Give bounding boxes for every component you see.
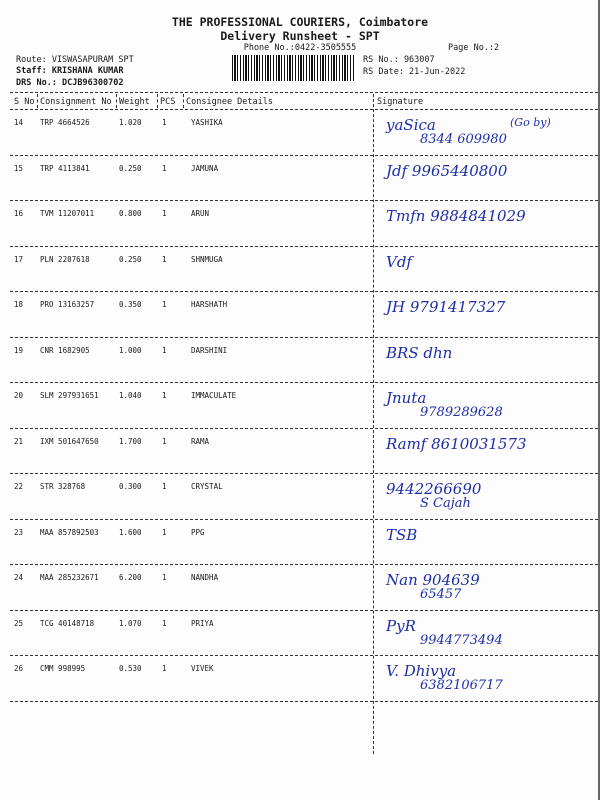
col-consignee: Consignee Details — [186, 97, 273, 107]
row-signature: yaSica — [386, 116, 436, 134]
row-sno: 14 — [14, 118, 24, 127]
drs-number: DRS No.: DCJB96300702 — [16, 78, 124, 88]
row-signature-phone: 9944773494 — [420, 632, 503, 648]
row-pcs: 1 — [162, 209, 167, 218]
col-divider — [157, 94, 158, 108]
row-pcs: 1 — [162, 163, 167, 173]
row-consignee: VIVEK — [191, 664, 214, 673]
row-consignee: IMMACULATE — [191, 391, 237, 400]
row-consignment: STR 328768 — [40, 482, 86, 491]
page-number: Page No.:2 — [448, 43, 500, 53]
row-signature: JH 9791417327 — [386, 298, 506, 316]
row-consignee: PPG — [191, 527, 205, 537]
row-weight: 0.300 — [119, 482, 142, 491]
row-pcs: 1 — [162, 300, 167, 309]
row-signature: V. Dhivya — [386, 662, 457, 680]
row-sno: 16 — [14, 209, 24, 218]
row-signature: Vdf — [386, 252, 412, 271]
row-signature-phone: 65457 — [420, 587, 462, 602]
row-weight: 1.700 — [119, 436, 142, 446]
row-pcs: 1 — [162, 618, 167, 628]
row-pcs: 1 — [162, 436, 167, 446]
row-signature: Tmfn 9884841029 — [386, 207, 526, 225]
rs-date: RS Date: 21-Jun-2022 — [363, 67, 466, 77]
row-sno: 24 — [14, 573, 24, 582]
row-sno: 21 — [14, 436, 24, 446]
col-signature: Signature — [377, 97, 424, 107]
col-sno: S No — [14, 97, 35, 107]
row-signature-phone: 6382106717 — [420, 678, 503, 693]
row-divider — [10, 655, 598, 656]
row-signature: Nan 904639 — [386, 571, 480, 589]
row-pcs: 1 — [162, 664, 167, 673]
row-consignee: DARSHINI — [191, 345, 228, 355]
row-consignee: CRYSTAL — [191, 482, 223, 491]
col-pcs: PCS — [160, 97, 176, 107]
row-signature: 9442266690 — [386, 480, 482, 498]
row-sno: 26 — [14, 664, 24, 673]
row-consignment: TVM 11207011 — [40, 209, 95, 218]
row-sno: 19 — [14, 345, 24, 355]
col-divider — [37, 94, 38, 108]
row-consignment: SLM 297931651 — [40, 391, 99, 400]
runsheet-title: Delivery Runsheet - SPT — [220, 29, 380, 43]
row-weight: 1.600 — [119, 527, 142, 537]
row-divider — [10, 564, 598, 565]
row-pcs: 1 — [162, 527, 167, 537]
row-weight: 0.250 — [119, 254, 142, 264]
barcode — [232, 55, 354, 81]
row-weight: 1.000 — [119, 345, 142, 355]
header-bottom-rule — [10, 109, 598, 110]
row-consignment: MAA 857892503 — [40, 527, 99, 537]
row-consignment: CNR 1682905 — [40, 345, 90, 355]
row-pcs: 1 — [162, 345, 167, 355]
row-divider — [10, 382, 598, 383]
row-weight: 1.070 — [119, 618, 142, 628]
col-weight: Weight — [119, 97, 150, 107]
row-sno: 23 — [14, 527, 24, 537]
row-consignee: ARUN — [191, 209, 210, 218]
row-consignment: TRP 4113841 — [40, 163, 90, 173]
row-pcs: 1 — [162, 482, 167, 491]
row-consignee: PRIYA — [191, 618, 214, 628]
row-pcs: 1 — [162, 391, 167, 400]
row-consignee: JAMUNA — [191, 163, 219, 173]
row-consignee: SHNMUGA — [191, 254, 223, 264]
row-weight: 0.530 — [119, 664, 142, 673]
row-signature-phone: 9789289628 — [420, 405, 503, 420]
row-sno: 25 — [14, 618, 24, 628]
row-signature-note: (Go by) — [510, 116, 551, 129]
row-weight: 0.350 — [119, 300, 142, 309]
staff-label: Staff: KRISHANA KUMAR — [16, 66, 124, 76]
row-signature: Jdf 9965440800 — [386, 161, 508, 180]
row-divider — [10, 473, 598, 474]
row-pcs: 1 — [162, 254, 167, 264]
row-consignee: HARSHATH — [191, 300, 228, 309]
company-title: THE PROFESSIONAL COURIERS, Coimbatore — [171, 15, 429, 29]
col-divider — [183, 94, 184, 108]
row-signature: Jnuta — [386, 389, 427, 407]
row-signature: PyR — [386, 616, 416, 635]
row-signature-phone: 8344 609980 — [420, 132, 507, 147]
row-sno: 18 — [14, 300, 24, 309]
row-consignment: IXM 501647650 — [40, 436, 99, 446]
row-weight: 0.800 — [119, 209, 142, 218]
row-consignment: TRP 4664526 — [40, 118, 90, 127]
col-consignment: Consignment No — [40, 97, 112, 107]
row-pcs: 1 — [162, 573, 167, 582]
row-signature: BRS dhn — [386, 343, 453, 362]
row-sno: 17 — [14, 254, 24, 264]
row-consignment: TCG 40148718 — [40, 618, 95, 628]
row-consignment: PLN 2207618 — [40, 254, 90, 264]
row-divider — [10, 291, 598, 292]
row-divider — [10, 610, 598, 611]
route-label: Route: VISWASAPURAM SPT — [16, 55, 134, 65]
row-divider — [10, 428, 598, 429]
row-consignee: RAMA — [191, 436, 210, 446]
row-signature: TSB — [386, 525, 418, 544]
row-consignment: MAA 285232671 — [40, 573, 99, 582]
row-weight: 0.250 — [119, 163, 142, 173]
col-divider — [116, 94, 117, 108]
row-sno: 15 — [14, 163, 24, 173]
row-pcs: 1 — [162, 118, 167, 127]
row-sno: 22 — [14, 482, 24, 491]
row-sno: 20 — [14, 391, 24, 400]
row-consignee: NANDHA — [191, 573, 219, 582]
row-weight: 1.020 — [119, 118, 142, 127]
header-top-rule — [10, 92, 598, 93]
row-consignee: YASHIKA — [191, 118, 223, 127]
row-weight: 1.040 — [119, 391, 142, 400]
rs-number: RS No.: 963007 — [363, 55, 435, 65]
row-divider — [10, 155, 598, 156]
row-divider — [10, 519, 598, 520]
row-divider — [10, 246, 598, 247]
row-weight: 6.200 — [119, 573, 142, 582]
row-signature-phone: S Cajah — [420, 496, 471, 511]
row-consignment: CMM 998995 — [40, 664, 86, 673]
row-divider — [10, 200, 598, 201]
row-signature: Ramf 8610031573 — [386, 434, 527, 453]
row-divider — [10, 701, 598, 702]
phone-number: Phone No.:0422-3505555 — [243, 43, 357, 53]
row-consignment: PRO 13163257 — [40, 300, 95, 309]
row-divider — [10, 337, 598, 338]
